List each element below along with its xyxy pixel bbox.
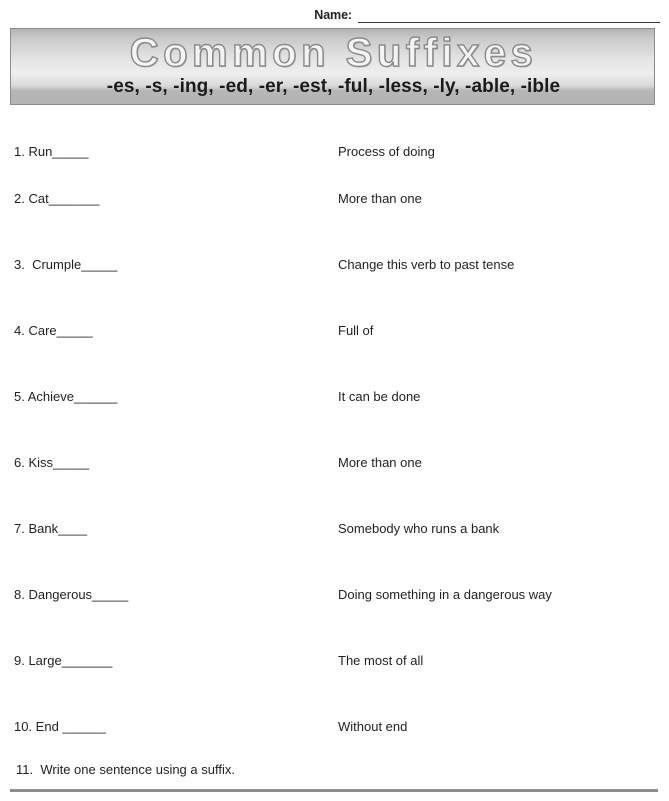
item-prompt[interactable]: 1. Run_____ xyxy=(14,144,89,159)
item-prompt[interactable]: 6. Kiss_____ xyxy=(14,455,90,470)
worksheet-item-row xyxy=(0,520,669,540)
worksheet-item-row xyxy=(0,388,669,408)
item-prompt[interactable]: 8. Dangerous_____ xyxy=(14,587,129,602)
item-prompt[interactable]: 5. Achieve______ xyxy=(14,389,118,404)
name-input-blank[interactable] xyxy=(358,8,660,23)
item-clue: More than one xyxy=(338,191,422,206)
worksheet-item-row xyxy=(0,652,669,672)
item-clue: Full of xyxy=(338,323,374,338)
bottom-rule xyxy=(10,789,658,792)
worksheet-item-row xyxy=(0,190,669,210)
worksheet-item-row xyxy=(0,322,669,342)
item-clue: Doing something in a dangerous way xyxy=(338,587,552,602)
name-row xyxy=(0,3,669,23)
item-prompt[interactable]: 10. End ______ xyxy=(14,719,106,734)
worksheet-item-row xyxy=(0,143,669,163)
item-prompt[interactable]: 9. Large_______ xyxy=(14,653,113,668)
worksheet-title-banner xyxy=(10,28,655,105)
item-clue: Without end xyxy=(338,719,408,734)
suffix-list-subtitle: -es, -s, -ing, -ed, -er, -est, -ful, -less, -ly, -able, -ible xyxy=(106,76,561,97)
page-title: Common Suffixes xyxy=(129,31,538,75)
item-clue: The most of all xyxy=(338,653,424,668)
item-clue: More than one xyxy=(338,455,422,470)
item-prompt[interactable]: 2. Cat_______ xyxy=(14,191,100,206)
name-label: Name: xyxy=(314,8,352,22)
worksheet-item-row xyxy=(0,256,669,276)
final-question: 11. Write one sentence using a suffix. xyxy=(16,762,235,777)
worksheet-item-row xyxy=(0,718,669,738)
item-clue: Change this verb to past tense xyxy=(338,257,515,272)
item-clue: Process of doing xyxy=(338,144,435,159)
item-clue: Somebody who runs a bank xyxy=(338,521,500,536)
item-prompt[interactable]: 3. Crumple_____ xyxy=(14,257,118,272)
worksheet-item-row xyxy=(0,454,669,474)
item-clue: It can be done xyxy=(338,389,421,404)
item-prompt[interactable]: 4. Care_____ xyxy=(14,323,93,338)
item-prompt[interactable]: 7. Bank____ xyxy=(14,521,88,536)
worksheet-item-row xyxy=(0,586,669,606)
